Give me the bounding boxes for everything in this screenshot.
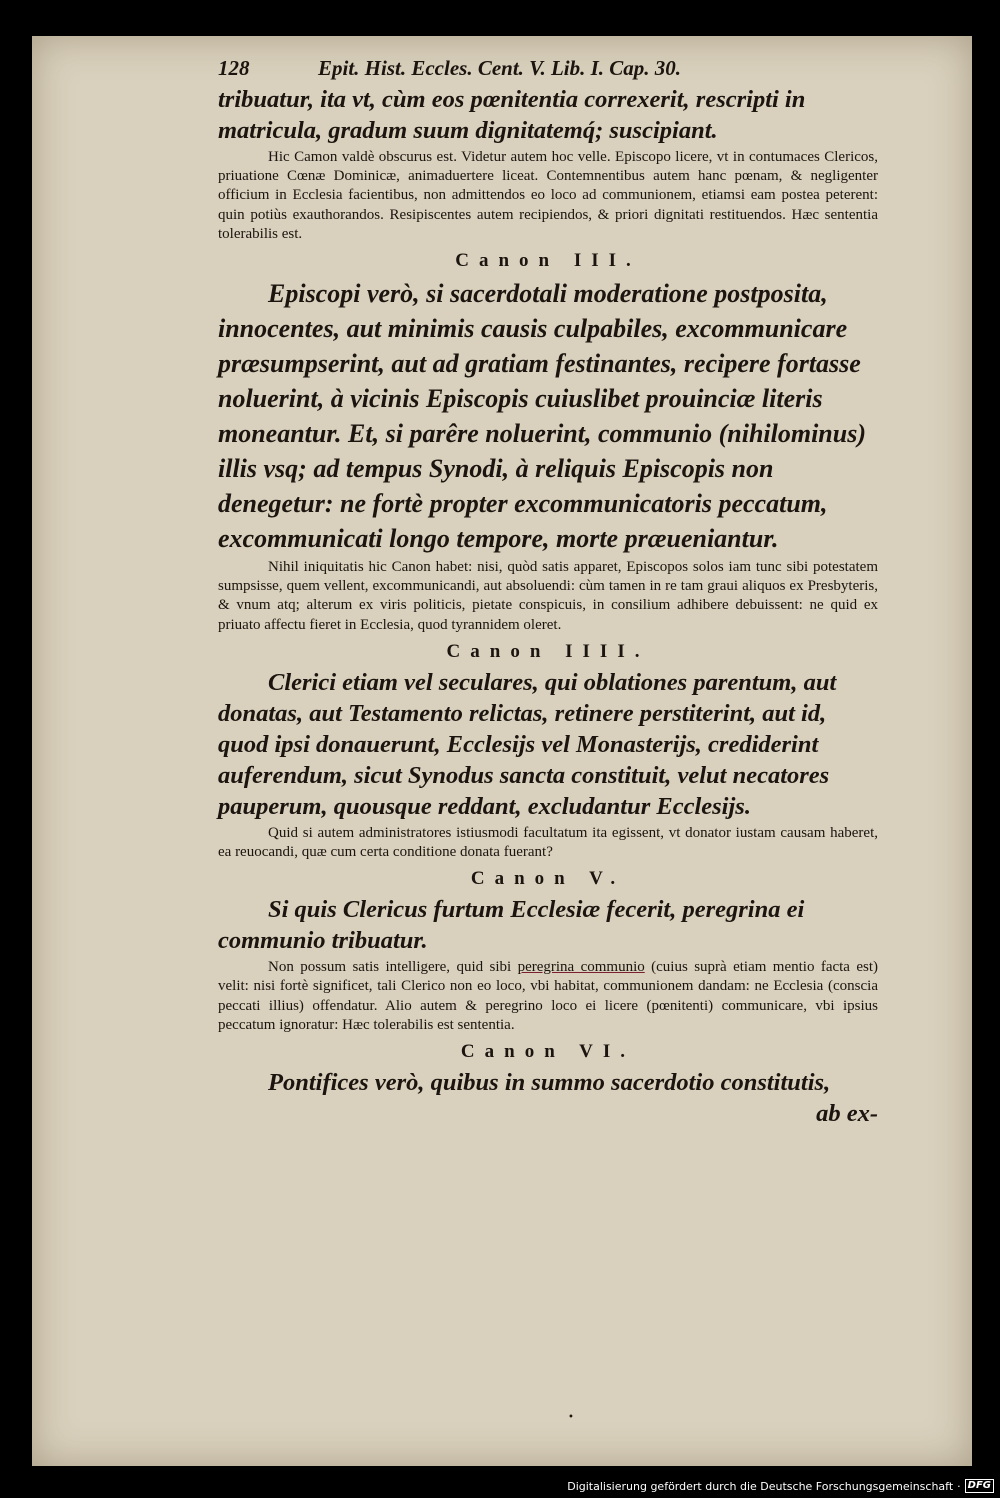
- canon-text: Pontifices verò, quibus in summo sacerdotio constitutis,: [268, 1069, 831, 1097]
- separator: ·: [957, 1479, 961, 1493]
- canon-heading: Canon VI.: [460, 1041, 636, 1063]
- running-header: [218, 52, 878, 84]
- canon-text-continued: tribuatur, ita vt, cùm eos pœnitentia correxerit, rescripti in matricula, gradum suum dignitatemq́; suscipiant.: [218, 86, 806, 144]
- canon-commentary: Nihil iniquitatis hic Canon habet: nisi, quòd satis apparet, Episcopos solos iam tunc sibi potestatem sumpsisse, quem vellent, excommunicandi, aut absoluendi: cùm tamen in re tam graui aliquos ex Presbyteris, & vnum atq; alterum ex viris politicis, pietate conspicuis, in consilium adhibere debuissent: ne quid ex priuato affectu fieret in Ecclesia, quod tyrannidem oleret.: [218, 559, 878, 633]
- canon-text: Episcopi verò, si sacerdotali moderatione postposita, innocentes, aut minimis causis culpabiles, excommunicare præsumpserint, aut ad gratiam festinantes, recipere fortasse noluerint, à vicinis Episcopis cuiuslibet prouinciæ literis moneantur. Et, si parêre noluerint, communio (nihilominus) illis vsq; ad tempus Synodi, à reliquis Episcopis non denegetur: ne fortè propter excommunicatoris peccatum, excommunicati longo tempore, morte præueniantur.: [218, 279, 867, 554]
- commentary-text: (cuius suprà etiam mentio facta est) velit: nisi fortè significet, tali Clerico non eo loco, vbi habitat, communionem dandam: ne Ecclesia (conscia peccati illius) offendatur. Alio autem & peregrino loco ei licere (pœnitenti) communicare, vbi ipsius peccatum ignoratur: Hæc tolerabilis est sententia.: [218, 959, 879, 1033]
- commentary-text: Non possum satis intelligere, quid sibi: [268, 959, 512, 976]
- page-number: 128: [218, 55, 250, 80]
- page-mark: •: [568, 1412, 574, 1423]
- running-title: Epit. Hist. Eccles. Cent. V. Lib. I. Cap. 30.: [318, 55, 682, 80]
- canon-heading: Canon III.: [455, 250, 641, 272]
- canon-commentary: [218, 958, 878, 1035]
- canon-heading: Canon IIII.: [446, 640, 650, 662]
- canon-heading: Canon V.: [470, 868, 626, 890]
- credit-text: Digitalisierung gefördert durch die Deutsche Forschungsgemeinschaft: [567, 1479, 954, 1493]
- canon-commentary: Hic Camon valdè obscurus est. Videtur autem hoc velle. Episcopo licere, vt in contumaces Clericos, priuatione Cœnæ Dominicæ, animaduertere liceat. Contemnentibus autem hanc pœnam, & negligenter officium in Ecclesia facientibus, non admittendos eo loco ad communionem, etiamsi eam postea peterent: quin potiùs exauthorandos. Resipiscentes autem recipiendos, & priori dignitati restituendos. Hæc sententia tolerabilis est.: [218, 149, 878, 242]
- dfg-logo: DFG: [965, 1479, 994, 1493]
- page-text: [218, 52, 878, 1129]
- canon-commentary: Quid si autem administratores istiusmodi facultatum ita egissent, vt donator iustam causam haberet, ea reuocandi, quæ cum certa conditione donata fuerant?: [218, 824, 878, 861]
- underlined-phrase: peregrina communio: [517, 959, 645, 976]
- footer-credit: [567, 1478, 994, 1494]
- canon-text: Si quis Clericus furtum Ecclesiæ fecerit, peregrina ei communio tribuatur.: [218, 896, 805, 955]
- catchword: ab ex-: [816, 1100, 878, 1128]
- canon-text: Clerici etiam vel seculares, qui oblationes parentum, aut donatas, aut Testamento relictas, retinere perstiterint, aut id, quod ipsi donauerunt, Ecclesijs vel Monasterijs, crediderint auferendum, sicut Synodus sancta constituit, velut necatores pauperum, quousque reddant, excludantur Ecclesijs.: [218, 668, 837, 820]
